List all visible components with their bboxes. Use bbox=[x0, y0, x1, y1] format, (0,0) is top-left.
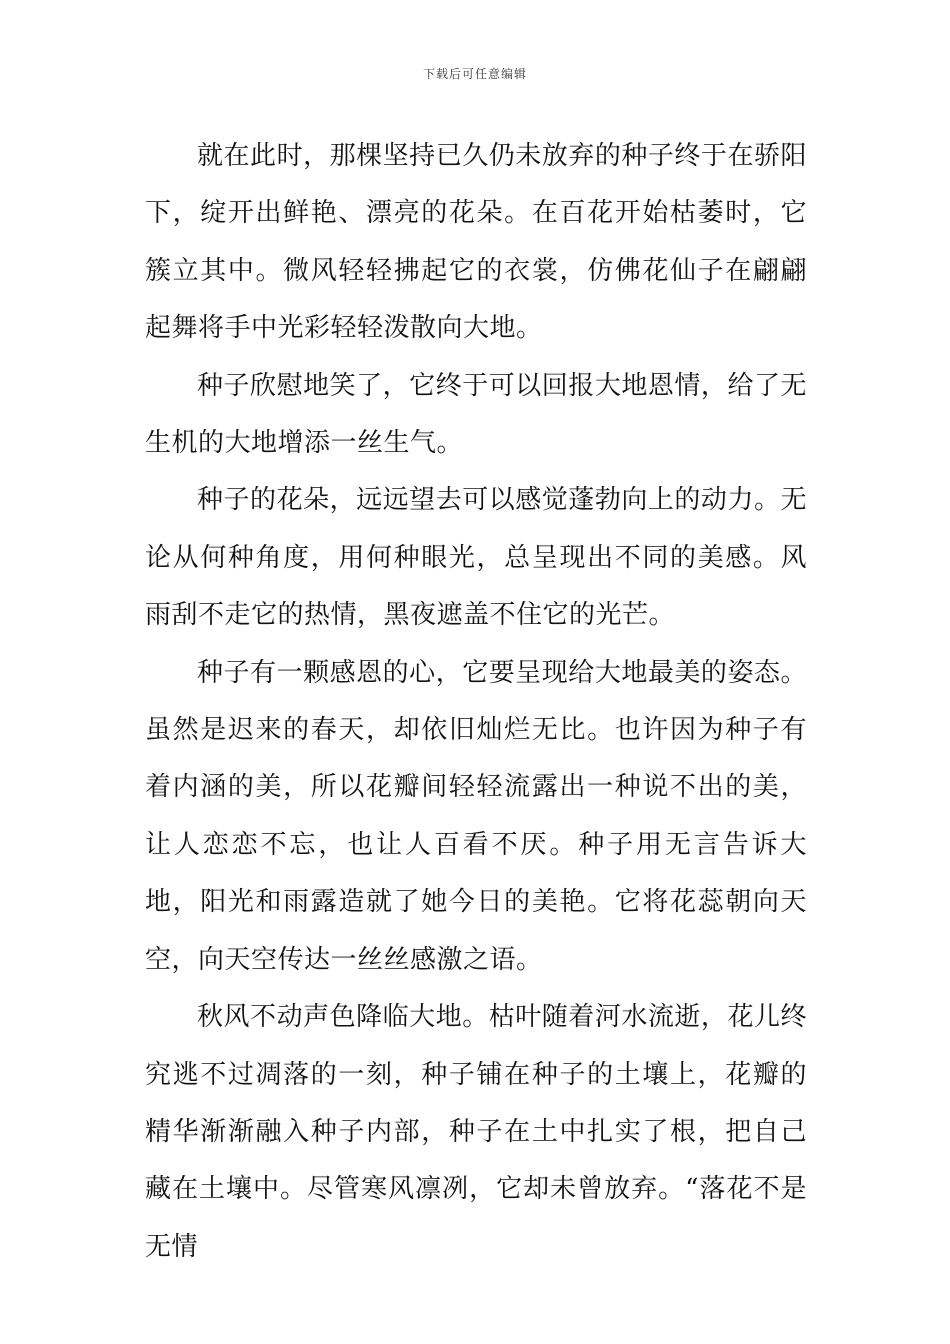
paragraph-4: 种子有一颗感恩的心，它要呈现给大地最美的姿态。虽然是迟来的春天，却依旧灿烂无比。也许因为种子有着内涵的美，所以花瓣间轻轻流露出一种说不出的美，让人恋恋不忘，也让人百看不厌。种子用无言告诉大地，阳光和雨露造就了她今日的美艳。它将花蕊朝向天空，向天空传达一丝丝感激之语。 bbox=[145, 657, 807, 975]
paragraph-3: 种子的花朵，远远望去可以感觉蓬勃向上的动力。无论从何种角度，用何种眼光，总呈现出不同的美感。风雨刮不走它的热情，黑夜遮盖不住它的光芒。 bbox=[145, 485, 807, 631]
paragraph-1: 就在此时，那棵坚持已久仍未放弃的种子终于在骄阳下，绽开出鲜艳、漂亮的花朵。在百花开始枯萎时，它簇立其中。微风轻轻拂起它的衣裳，仿佛花仙子在翩翩起舞将手中光彩轻轻泼散向大地。 bbox=[145, 141, 807, 344]
document-body bbox=[145, 128, 807, 1276]
paragraph-5: 秋风不动声色降临大地。枯叶随着河水流逝，花儿终究逃不过凋落的一刻，种子铺在种子的土壤上，花瓣的精华渐渐融入种子内部，种子在土中扎实了根，把自己藏在土壤中。尽管寒风凛冽，它却未曾放弃。“落花不是无情 bbox=[145, 1002, 807, 1262]
page-header: 下载后可任意编辑 bbox=[422, 67, 527, 81]
paragraph-2: 种子欣慰地笑了，它终于可以回报大地恩情，给了无生机的大地增添一丝生气。 bbox=[145, 370, 807, 459]
